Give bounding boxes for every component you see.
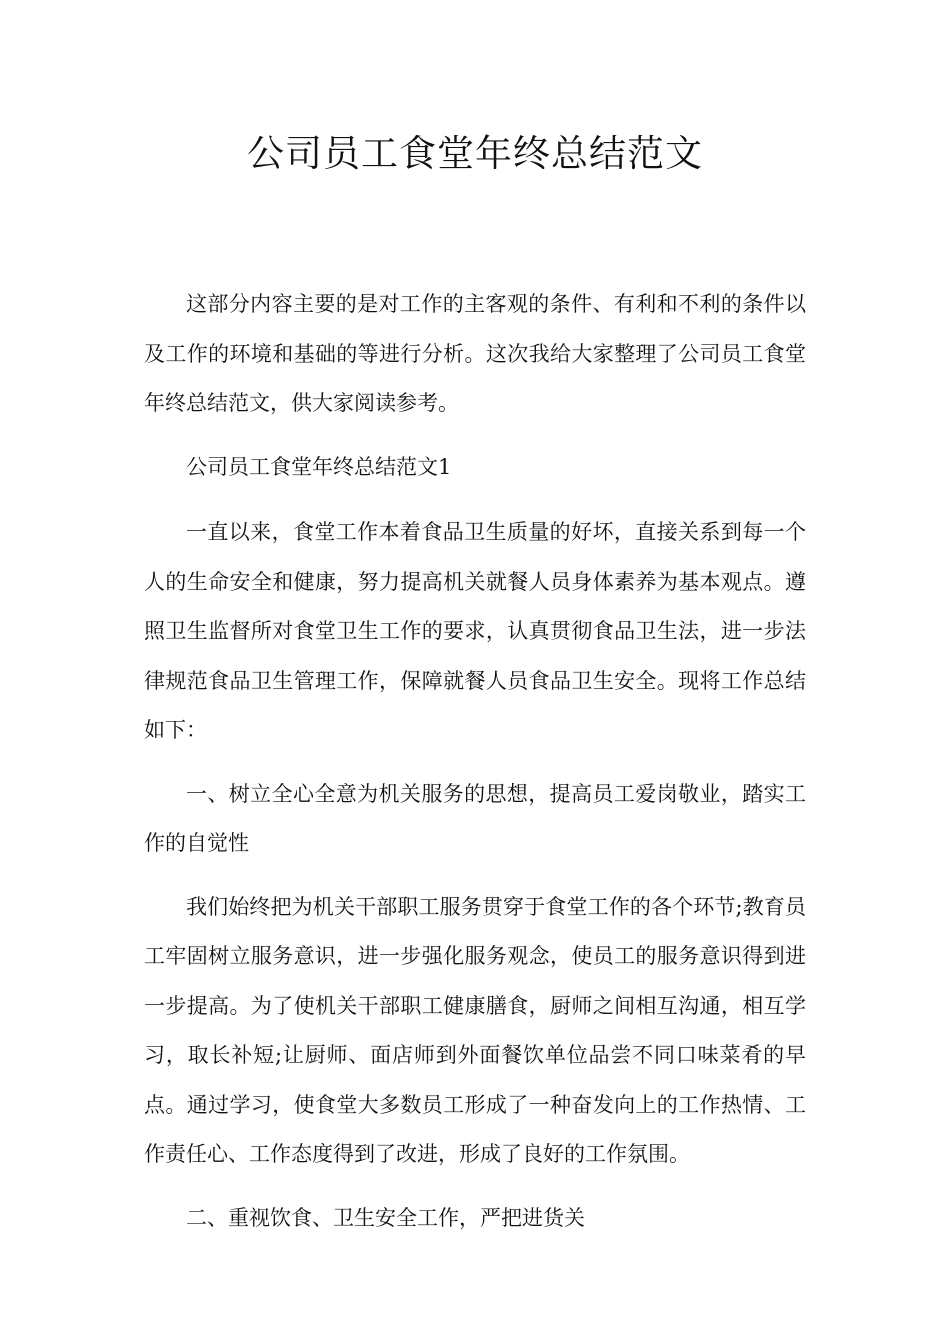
- paragraph-intro: 这部分内容主要的是对工作的主客观的条件、有利和不利的条件以及工作的环境和基础的等进行分析。这次我给大家整理了公司员工食堂年终总结范文，供大家阅读参考。: [144, 292, 806, 415]
- paragraph-service: 我们始终把为机关干部职工服务贯穿于食堂工作的各个环节;教育员工牢固树立服务意识，进一步强化服务观念，使员工的服务意识得到进一步提高。为了使机关干部职工健康膳食，厨师之间相互沟通，相互学习，取长补短;让厨师、面店师到外面餐饮单位品尝不同口味菜肴的早点。通过学习，使食堂大多数员工形成了一种奋发向上的工作热情、工作责任心、工作态度得到了改进，形成了良好的工作氛围。: [144, 894, 806, 1166]
- subheading-one: 一、树立全心全意为机关服务的思想，提高员工爱岗敬业，踏实工作的自觉性: [144, 781, 806, 855]
- paragraph-overview: 一直以来，食堂工作本着食品卫生质量的好坏，直接关系到每一个人的生命安全和健康，努力提高机关就餐人员身体素养为基本观点。遵照卫生监督所对食堂卫生工作的要求，认真贯彻食品卫生法，进一步法律规范食品卫生管理工作，保障就餐人员食品卫生安全。现将工作总结如下：: [144, 520, 806, 742]
- document-title: 公司员工食堂年终总结范文: [247, 132, 703, 175]
- section-heading-1: 公司员工食堂年终总结范文1: [186, 454, 452, 479]
- document-body: [144, 280, 806, 1257]
- subheading-two: 二、重视饮食、卫生安全工作，严把进货关: [186, 1205, 585, 1230]
